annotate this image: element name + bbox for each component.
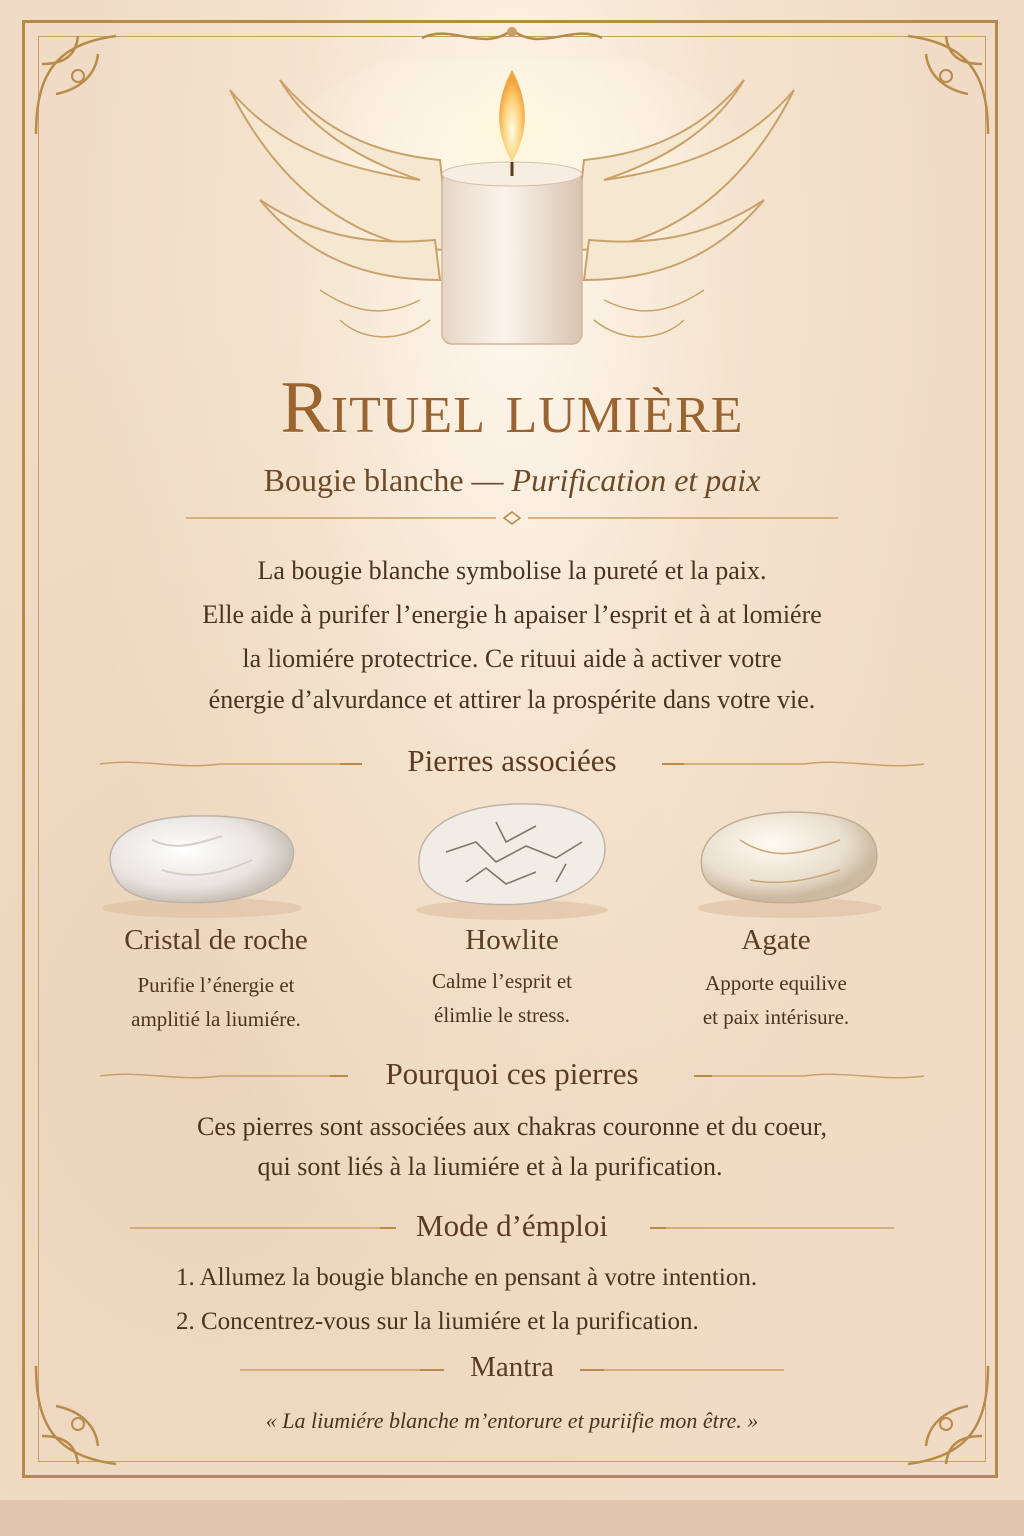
stone-desc [352,964,652,1032]
corner-flourish-icon [878,24,998,144]
top-ornament-icon [412,18,612,58]
stone-desc-line: et paix intérisure. [702,1005,850,1029]
agate-stone-icon [690,800,890,920]
why-line: Ces pierres sont associées aux chakras couronne et du coeur, [197,1112,827,1141]
corner-flourish-icon [26,24,146,144]
howlite-stone-icon [406,792,618,922]
page-subtitle [112,462,912,499]
stone-desc-line: élimlie le stress. [434,1003,570,1027]
stone-desc [626,966,926,1034]
bottom-strip [0,1500,1024,1536]
stone-desc-line: Apporte equilive [705,971,847,995]
stone-name: Agate [741,924,811,956]
usage-heading: Mode d’émploi [416,1208,608,1243]
stone-desc-line: Calme l’esprit et [432,969,572,993]
clear-quartz-stone-icon [92,800,312,920]
stone-desc-line: Purifie l’énergie et [137,973,295,997]
usage-step: 1. Allumez la bougie blanche en pensant à votre intention. [176,1264,758,1291]
mantra-text: « La liumiére blanche m’entorure et puriifie mon être. » [265,1408,759,1433]
subtitle-italic: Purification et paix [511,462,761,498]
intro-line: la liomiére protectrice. Ce rituui aide à activer votre [242,644,782,673]
title-divider [186,510,838,526]
stone-name: Cristal de roche [124,924,308,956]
why-heading: Pourquoi ces pierres [385,1056,639,1091]
stone-name: Howlite [465,924,559,956]
page-title: Rituel lumière [280,367,744,449]
stone-desc [66,968,366,1036]
intro-line: La bougie blanche symbolise la pureté et la paix. [257,556,767,585]
intro-line: Elle aide à purifer l’energie h apaiser l’esprit et à at lomiére [202,600,822,629]
why-line: qui sont liés à la liumiére et à la purification. [257,1152,723,1181]
stone-desc-line: amplitié la liumiére. [131,1007,301,1031]
stones-heading: Pierres associées [407,743,617,778]
candle-icon [432,60,592,350]
intro-line: énergie d’alvurdance et attirer la prospérite dans votre vie. [208,685,816,714]
usage-step: 2. Concentrez-vous sur la liumiére et la purification. [176,1308,699,1335]
subtitle-plain: Bougie blanche — [263,462,512,498]
mantra-heading: Mantra [470,1351,554,1383]
